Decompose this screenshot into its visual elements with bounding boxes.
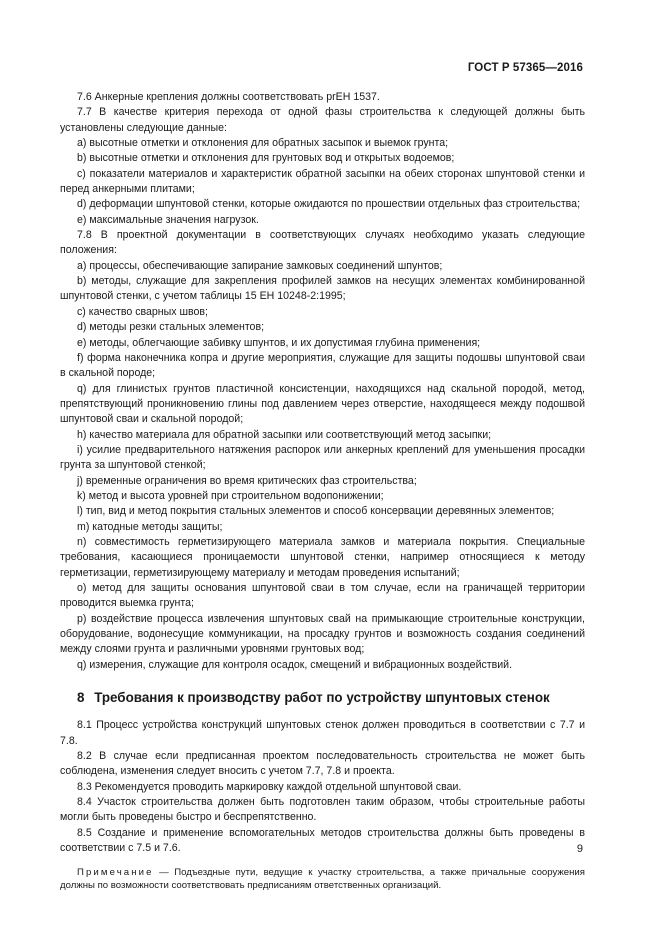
- paragraph: 8.3 Рекомендуется проводить маркировку каждой отдельной шпунтовой сваи.: [77, 780, 462, 793]
- paragraph: m) катодные методы защиты;: [77, 520, 223, 533]
- paragraph: n) совместимость герметизирующего материала замков и материала покрытия. Специальные требования, касающиеся проницаемости шпунтовой стенки, например относящиеся к методу герметизации, герметизирующему материалу и методам проведения испытаний;: [60, 535, 585, 579]
- paragraph: 7.6 Анкерные крепления должны соответствовать prEH 1537.: [77, 91, 380, 103]
- paragraph: h) качество материала для обратной засыпки или соответствующий метод засыпки;: [77, 428, 492, 441]
- clause-8-list: [60, 718, 585, 856]
- paragraph: q) измерения, служащие для контроля осадок, смещений и вибрационных воздействий.: [77, 658, 513, 671]
- paragraph: l) тип, вид и метод покрытия стальных элементов и способ консервации деревянных элементов;: [77, 505, 555, 518]
- paragraph: o) метод для защиты основания шпунтовой сваи в том случае, если на граничащей территории проводится выемка грунта;: [60, 582, 585, 610]
- paragraph: f) форма наконечника копра и другие мероприятия, служащие для защиты подошвы шпунтовой сваи в скальной породе;: [60, 351, 585, 380]
- paragraph: 8.4 Участок строительства должен быть подготовлен таким образом, чтобы строительные работы могли быть проведены быстро и беспрепятственно.: [60, 796, 585, 824]
- document-header: ГОСТ Р 57365—2016: [467, 62, 583, 74]
- paragraph: q) для глинистых грунтов пластичной консистенции, находящихся над скальной породой, метод, препятствующий проникновению глины под давлением через отверстие, находящееся между подошвой шпунтовой сваи и скальной породой;: [60, 382, 585, 426]
- paragraph: e) методы, облегчающие забивку шпунтов, и их допустимая глубина применения;: [77, 336, 481, 349]
- note-label: Примечание: [77, 866, 154, 878]
- paragraph: 8.5 Создание и применение вспомогательных методов строительства должны быть проведены в соответствии с 7.5 и 7.6.: [60, 826, 585, 855]
- paragraph: d) деформации шпунтовой стенки, которые ожидаются по прошествии отдельных фаз строительства;: [77, 198, 581, 211]
- section-heading: [60, 690, 585, 705]
- paragraph: a) высотные отметки и отклонения для обратных засыпок и выемок грунта;: [77, 137, 449, 150]
- section-number: 8: [77, 690, 85, 706]
- paragraph: a) процессы, обеспечивающие запирание замковых соединений шпунтов;: [77, 259, 443, 272]
- page-content: [60, 90, 585, 893]
- clause-7-list: [60, 90, 585, 673]
- paragraph: p) воздействие процесса извлечения шпунтовых свай на примыкающие строительные конструкции, оборудование, водонесущие коммуникации, на просадку грунтов и возможность создания соединений между слоями грунта и различными уровнями грунтовых вод;: [60, 612, 585, 656]
- paragraph: 8.1 Процесс устройства конструкций шпунтовых стенок должен проводиться в соответствии с 7.7 и 7.8.: [60, 719, 585, 747]
- paragraph: 8.2 В случае если предписанная проектом последовательность строительства не может быть соблюдена, изменения следует вносить с учетом 7.7, 7.8 и проекта.: [60, 750, 585, 778]
- paragraph: d) методы резки стальных элементов;: [77, 321, 265, 334]
- note-text: — Подъездные пути, ведущие к участку строительства, а также причальные сооружения должны по возможности соответствовать предписаниям ответственных организаций.: [60, 866, 585, 891]
- paragraph: k) метод и высота уровней при строительном водопонижении;: [77, 489, 384, 502]
- paragraph: 7.7 В качестве критерия перехода от одной фазы строительства к следующей должны быть установлены следующие данные:: [60, 106, 585, 134]
- note: [60, 866, 585, 893]
- paragraph: e) максимальные значения нагрузок.: [77, 213, 259, 226]
- paragraph: c) качество сварных швов;: [77, 305, 208, 318]
- paragraph: b) высотные отметки и отклонения для грунтовых вод и открытых водоемов;: [77, 152, 455, 165]
- paragraph: b) методы, служащие для закрепления профилей замков на несущих элементах комбинированной шпунтовой стенки, с учетом таблицы 15 EH 10248-2:1995;: [60, 275, 585, 303]
- section-title: Требования к производству работ по устройству шпунтовых стенок: [94, 690, 550, 706]
- paragraph: j) временные ограничения во время критических фаз строительства;: [77, 474, 417, 487]
- paragraph: i) усилие предварительного натяжения распорок или анкерных креплений для уменьшения просадки грунта за шпунтовой стенкой;: [60, 443, 585, 472]
- paragraph: c) показатели материалов и характеристик обратной засыпки на обеих сторонах шпунтовой стенки и перед анкерными плитами;: [60, 167, 585, 196]
- page-number: 9: [576, 843, 583, 855]
- paragraph: 7.8 В проектной документации в соответствующих случаях необходимо указать следующие положения:: [60, 229, 585, 257]
